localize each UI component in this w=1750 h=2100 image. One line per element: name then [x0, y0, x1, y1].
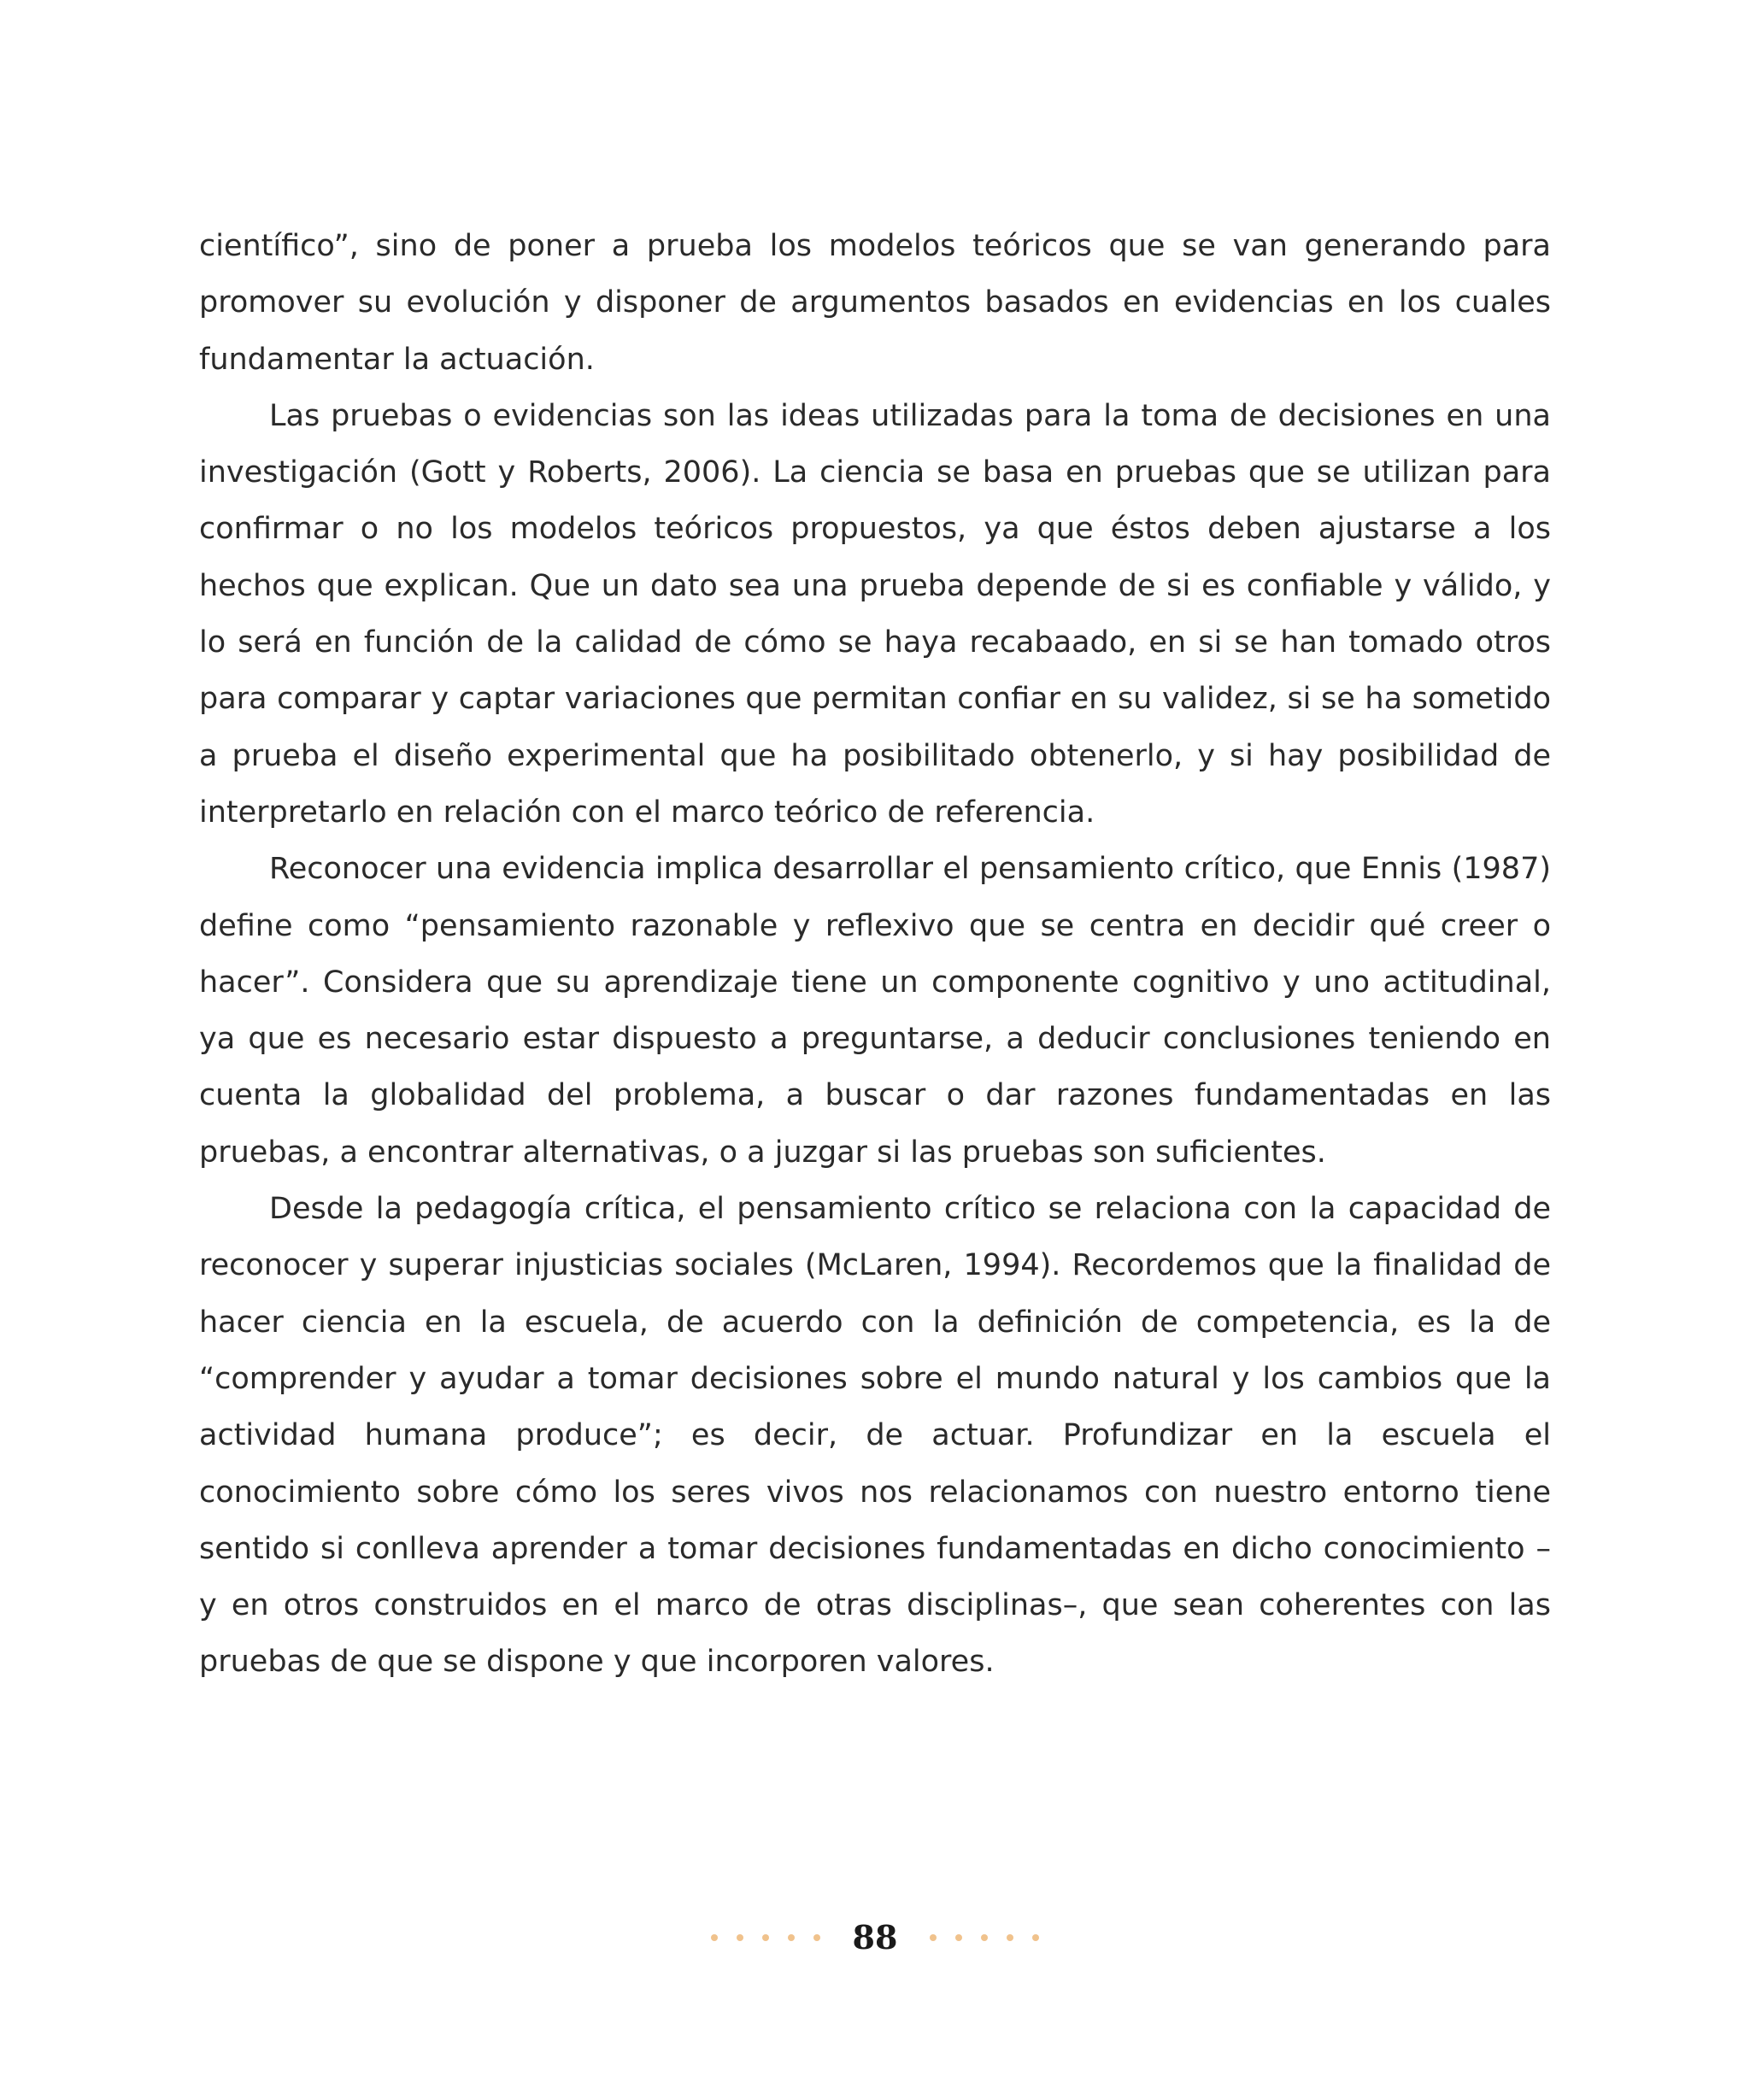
paragraph-4: Desde la pedagogía crítica, el pensamiento crítico se relaciona con la capacidad de reconocer y superar injusticias sociales (McLaren, 1994). Recordemos que la finalidad de hacer ciencia en la escuela, de acuerdo con la definición de competencia, es la de “comprender y ayudar a tomar decisiones sobre el mundo natural y los cambios que la actividad humana produce”; es decir, de actuar. Profundizar en la escuela el conocimiento sobre cómo los seres vivos nos relacionamos con nuestro entorno tiene sentido si conlleva aprender a tomar decisiones fundamentadas en dicho conocimiento –y en otros construidos en el marco de otras disciplinas–, que sean coherentes con las pruebas de que se dispone y que incorporen valores. — [199, 1192, 1551, 1680]
dot-icon — [813, 1934, 820, 1941]
dot-icon — [711, 1934, 718, 1941]
page-footer — [0, 1912, 1750, 1963]
right-dot-ornament — [930, 1934, 1039, 1941]
dot-icon — [788, 1934, 795, 1941]
paragraph-1: científico”, sino de poner a prueba los modelos teóricos que se van generando para promover su evolución y disponer de argumentos basados en evidencias en los cuales fundamentar la actuación. — [199, 229, 1551, 377]
paragraph-3: Reconocer una evidencia implica desarrollar el pensamiento crítico, que Ennis (1987) define como “pensamiento razonable y reflexivo que se centra en decidir qué creer o hacer”. Considera que su aprendizaje tiene un componente cognitivo y uno actitudinal, ya que es necesario estar dispuesto a preguntarse, a deducir conclusiones teniendo en cuenta la globalidad del problema, a buscar o dar razones fundamentadas en las pruebas, a encontrar alternativas, o a juzgar si las pruebas son suficientes. — [199, 852, 1551, 1170]
dot-icon — [955, 1934, 962, 1941]
dot-icon — [737, 1934, 743, 1941]
dot-icon — [1032, 1934, 1039, 1941]
dot-icon — [930, 1934, 937, 1941]
paragraph-2: Las pruebas o evidencias son las ideas utilizadas para la toma de decisiones en una investigación (Gott y Roberts, 2006). La ciencia se basa en pruebas que se utilizan para confirmar o no los modelos teóricos propuestos, ya que éstos deben ajustarse a los hechos que explican. Que un dato sea una prueba depende de si es confiable y válido, y lo será en función de la calidad de cómo se haya recabaado, en si se han tomado otros para comparar y captar variaciones que permitan confiar en su validez, si se ha sometido a prueba el diseño experimental que ha posibilitado obtenerlo, y si hay posibilidad de interpretarlo en relación con el marco teórico de referencia. — [199, 398, 1551, 830]
dot-icon — [762, 1934, 769, 1941]
page-number: 88 — [852, 1918, 898, 1956]
left-dot-ornament — [711, 1934, 820, 1941]
dot-icon — [1007, 1934, 1013, 1941]
dot-icon — [981, 1934, 988, 1941]
body-text — [199, 218, 1551, 1691]
